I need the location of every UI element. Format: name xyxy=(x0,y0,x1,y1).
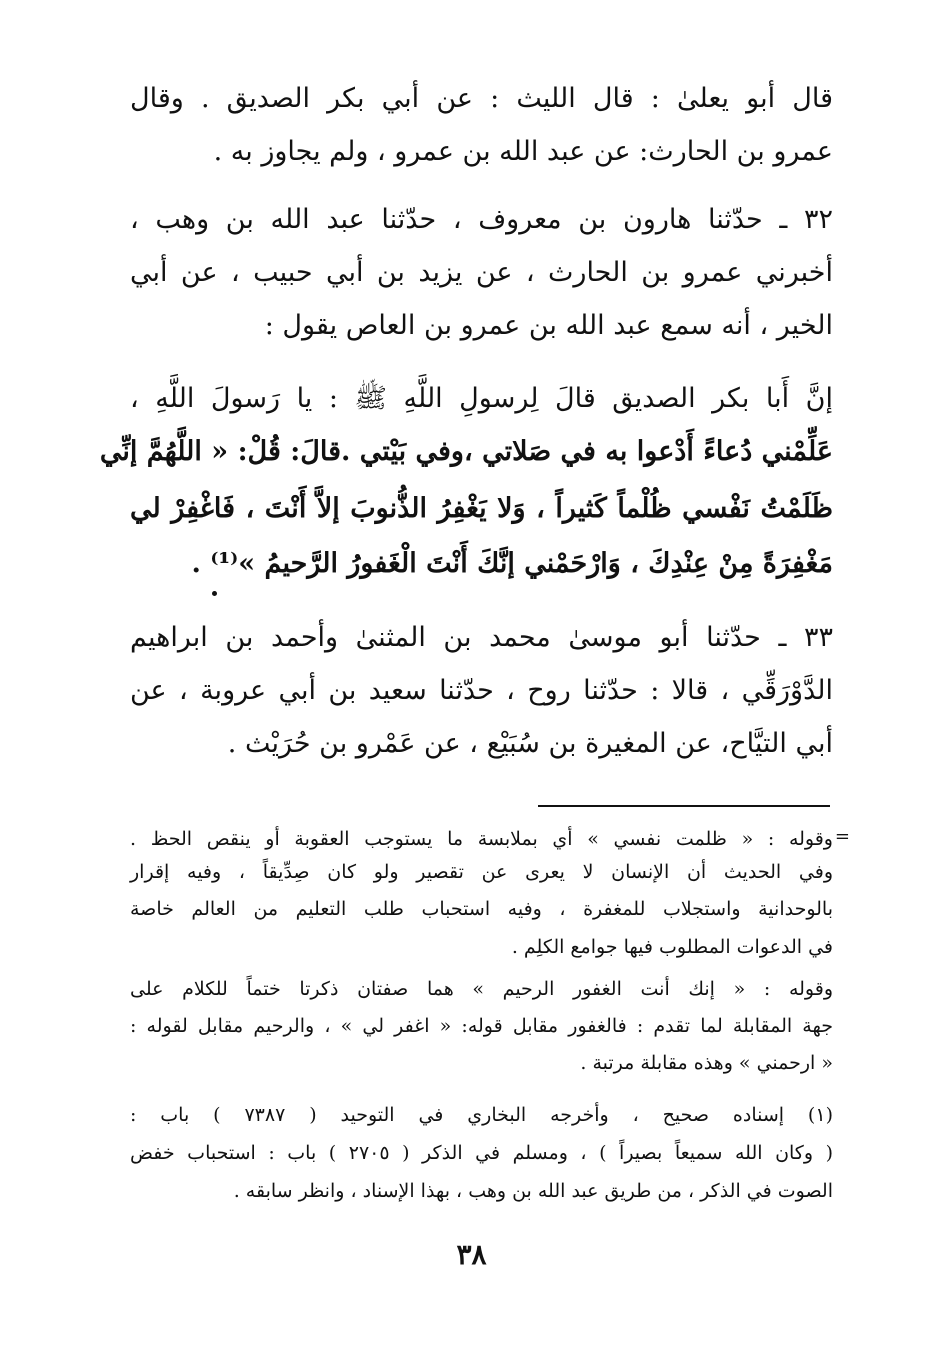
hadith-33-line: الدَّوْرَقِّي ، قالا : حدّثنا روح ، حدّثنا سعيد بن أبي عروبة ، عن xyxy=(130,675,833,706)
footnote-1-line: ( وكان الله سميعاً بصيراً ) ، ومسلم في الذكر ( ٢٧٠٥ ) باب : استحباب خفض xyxy=(130,1142,833,1164)
footnote-line: في الدعوات المطلوب فيها جوامع الكلِم . xyxy=(511,936,833,958)
footnote-line: وفي الحديث أن الإنسان لا يعرى عن تقصير ولو كان صِدِّيقاً ، وفيه إقرار xyxy=(130,861,833,883)
page-number: ٣٨ xyxy=(456,1238,487,1271)
footnote-separator xyxy=(538,805,830,807)
hadith-32-line: ٣٢ ـ حدّثنا هارون بن معروف ، حدّثنا عبد الله بن وهب ، xyxy=(130,204,833,235)
text-line: قال أبو يعلىٰ : قال الليث : عن أبي بكر الصديق . وقال xyxy=(130,83,833,114)
hadith-33-line: ٣٣ ـ حدّثنا أبو موسىٰ محمد بن المثنىٰ وأحمد بن ابراهيم xyxy=(130,622,833,653)
hadith-text-line: مَغْفِرَةً مِنْ عِنْدِكَ ، وَارْحَمْني إنَّكَ أَنْتَ الْغَفورُ الرَّحيمُ »⁽¹⁾ . xyxy=(191,548,833,579)
hadith-33-line: أبي التيَّاح، عن المغيرة بن سُبَيْع ، عن عَمْرو بن حُرَيْث . xyxy=(227,728,833,759)
footnote-line: « ارحمني » وهذه مقابلة مرتبة . xyxy=(580,1052,833,1074)
continuation-mark: = xyxy=(834,826,850,847)
hadith-32-line: أخبرني عمرو بن الحارث ، عن يزيد بن أبي حبيب ، عن أبي xyxy=(130,257,833,288)
hadith-text-line: إنَّ أَبا بكر الصديق قالَ لِرسولِ اللَّهِ ﷺ : يا رَسولَ اللَّهِ ، xyxy=(130,383,833,414)
footnote-line: وقوله : « ظلمت نفسي » أي بملابسة ما يستوجب العقوبة أو ينقص الحظ . xyxy=(130,828,833,850)
footnote-line: بالوحدانية واستجلاب للمغفرة ، وفيه استحباب طلب التعليم من العالم خاصة xyxy=(130,898,833,920)
footnote-line: جهة المقابلة لما تقدم : فالغفور مقابل قوله: « اغفر لي » ، والرحيم مقابل لقوله : xyxy=(130,1015,833,1037)
hadith-text-line: ظَلَمْتُ نَفْسي ظُلْماً كَثيراً ، وَلا يَغْفِرُ الذُّنوبَ إلاَّ أَنْتَ ، فَاغْفِرْ لي xyxy=(130,493,833,524)
stray-dot xyxy=(212,591,217,596)
hadith-text-line: عَلِّمْني دُعاءً أَدْعوا به في صَلاتي ،وفي بَيْتي .قالَ: قُلْ: « اللَّهُمَّ إنِّي xyxy=(99,436,833,467)
hadith-32-line: الخير ، أنه سمع عبد الله بن عمرو بن العاص يقول : xyxy=(264,310,833,341)
text-line: عمرو بن الحارث: عن عبد الله بن عمرو ، ولم يجاوز به . xyxy=(213,136,833,167)
footnote-1-line: (١) إسناده صحيح ، وأخرجه البخاري في التوحيد ( ٧٣٨٧ ) باب : xyxy=(130,1104,833,1126)
footnote-1-line: الصوت في الذكر ، من طريق عبد الله بن وهب ، بهذا الإسناد ، وانظر سابقه . xyxy=(233,1180,833,1202)
footnote-line: وقوله : « إنك أنت الغفور الرحيم » هما صفتان ذكرتا ختماً للكلام على xyxy=(130,978,833,1000)
